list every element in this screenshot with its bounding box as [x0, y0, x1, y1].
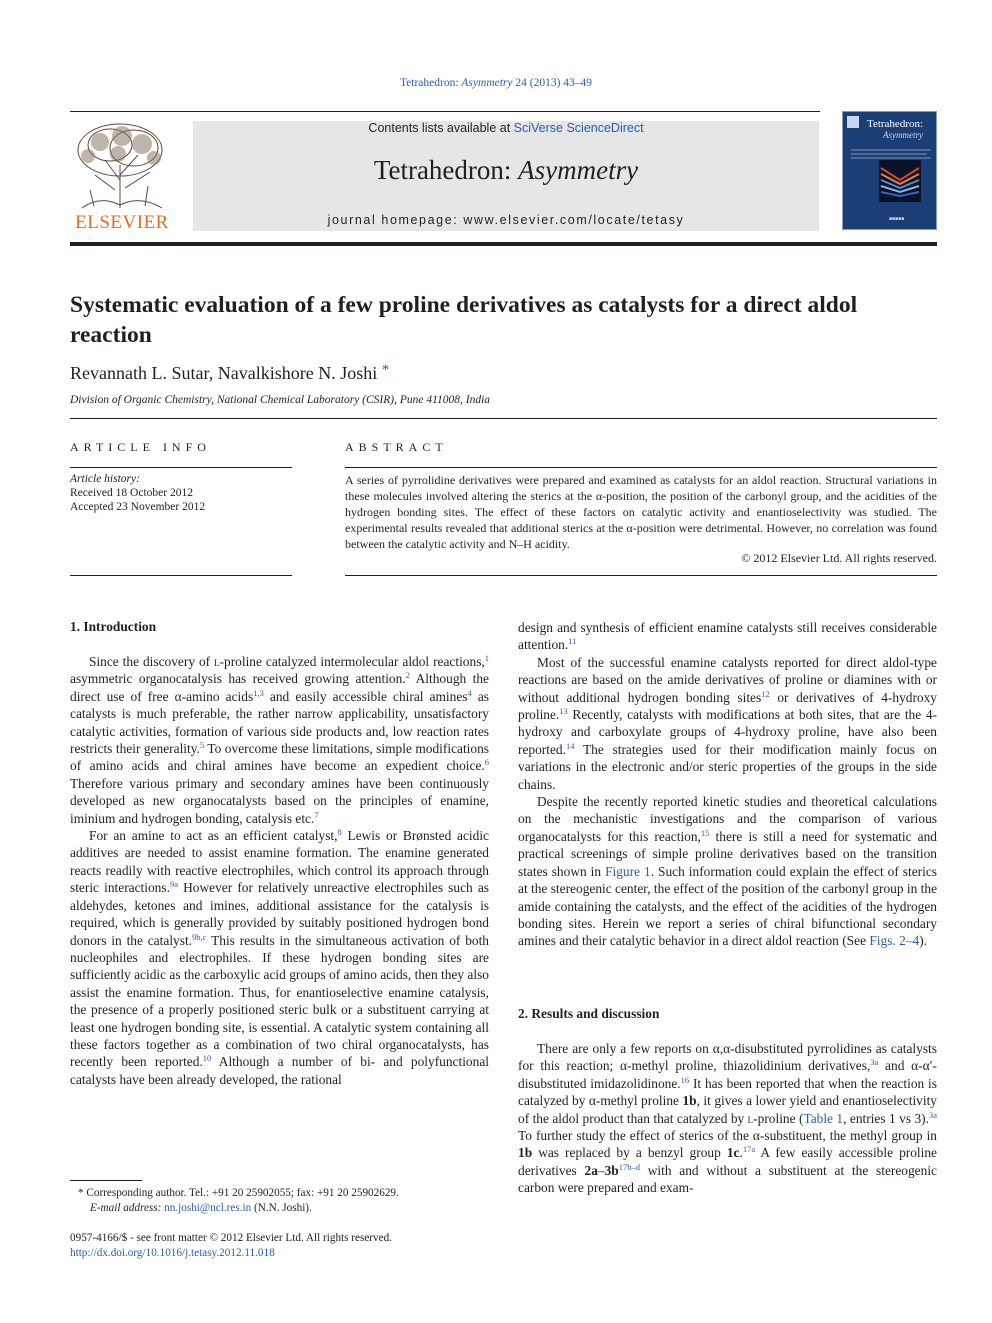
results-body: There are only a few reports on α,α-disubstituted pyrrolidines as catalysts for this reaction; α-methyl proline, thiazolidinium derivatives,$^{3a}$ and α-α′-disubstituted imidazolidinone.$^{16}$ It has been reported that when the reaction is catalyzed by α-methyl proline 1b, it gives a lower yield and enantioselectivity of the aldol product than that catalyzed by l-proline (Table 1, entries 1 vs 3).$^{3a}$ To further study the effect of sterics of the α-substituent, the methyl group in 1b was replaced by a benzyl group 1c.$^{17a}$ A few easily accessible proline derivatives $2a-3b^{17b-d}$ with and without a substituent at the stereogenic carbon were prepared and exam-	[518, 1041, 937, 1196]
introduction-continued: design and synthesis of efficient enamine catalysts still receives considerable attention.$^{11}$ Most of the successful enamine catalysts reported for direct aldol-type reactions are based on the amide derivatives of proline or diamines with or without additional hydrogen bonding sites$^{12}$ or derivatives of 4-hydroxy proline.$^{13}$ Recently, catalysts with modifications at both sites, that are the 4-hydroxy and carboxylate groups of 4-hydroxy proline, have also been reported.$^{14}$ The strategies used for their modification mainly focus on variations in the electronic and/or steric properties of the groups in the side chains. Despite the recently reported kinetic studies and theoretical calculations on the mechanistic investigations and the comparison of various organocatalysts for this reaction,$^{15}$ there is still a need for systematic and practical screenings of simple proline derivatives based on the transition states shown in Figure 1. Such information could explain the effect of sterics at the stereogenic center, the effect of the position of the carbonyl group in the amide containing the catalysts, and the effect of the acidities of the hydrogen bonding sites. Herein we report a series of chiral bifunctional secondary amines and their catalytic behavior in a direct aldol reaction (See Figs. 2–4).	[518, 620, 938, 949]
abstract-bottom-rule	[345, 575, 937, 576]
citation-issue: 24 (2013) 43–49	[515, 77, 593, 89]
cover-seal-icon	[847, 116, 859, 128]
cover-footer-mark: ■■■■■	[889, 216, 905, 222]
corresponding-author-mark[interactable]: *	[381, 362, 390, 378]
journal-citation[interactable]	[0, 77, 992, 89]
introduction-body: Since the discovery of l-proline catalyzed intermolecular aldol reactions,$^1$ asymmetric organocatalysis has received growing attention.$^2$ Although the direct use of free α-amino acids$^{1,3}$ and easily accessible chiral amines$^4$ as catalysts is much preferable, the rather narrow applicability, unsatisfactory catalytic activities, formation of various side products and, low reaction rates restricts their generality.$^5$ To overcome these limitations, simple modifications of amino acids and chiral amines have become an expedient choice.$^6$ Therefore various primary and secondary amines have been continuously developed as new organocatalysts based on the principles of enamine, iminium and hydrogen bonding, catalysis etc.$^7$ For an amine to act as an efficient catalyst,$^8$ Lewis or Brønsted acidic additives are needed to assist enamine formation. The enamine generated reacts readily with reactive electrophiles, which control its approach through steric interactions.$^{9a}$ However for relatively unreactive electrophiles such as aldehydes, ketones and imines, additional assistance for the catalysis is required, which is generally provided by suitably positioned hydrogen bond donors in the catalyst.$^{9b,c}$ This results in the simultaneous activation of both nucleophiles and electrophiles. If these hydrogen bonding sites are sufficiently acidic as the carboxylic acid groups of amino acids, then they also assist the enamine formation. Thus, for enantioselective enamine catalysis, the presence of a properly positioned steric bulk or a substituent carrying at least one hydrogen bonding site, is essential. A catalytic system containing all these factors together as a combination of two chiral organocatalysts, has recently been reported.$^{10}$ Although a number of bi- and polyfunctional catalysts have been already developed, the rational	[70, 653, 490, 1087]
issn-line: 0957-4166/$ - see front matter © 2012 Elsevier Ltd. All rights reserved.	[70, 1232, 392, 1244]
results-heading: 2. Results and discussion	[518, 1006, 660, 1021]
abstract-rule	[345, 467, 937, 468]
footnote-rule	[70, 1180, 142, 1181]
article-title: Systematic evaluation of a few proline derivatives as catalysts for a direct aldol reaction	[70, 292, 858, 348]
abstract-text: A series of pyrrolidine derivatives were prepared and examined as catalysts for an aldol reaction. Structural variations in these molecules involved altering the sterics at the α-position, the position of the carbonyl group, and the acidities of the hydrogen bonding sites. The effect of these factors on catalytic activity and enantioselectivity was studied. The experimental results revealed that additional sterics at the α-position were detrimental. However, no correlation was found between the catalytic activity and N–H acidity.	[345, 473, 937, 551]
abstract-copyright: © 2012 Elsevier Ltd. All rights reserved.	[741, 551, 937, 565]
doi-link[interactable]: http://dx.doi.org/10.1016/j.tetasy.2012.11.018	[70, 1247, 275, 1259]
cover-subtitle: Asymmetry	[883, 130, 923, 140]
accepted-date: Accepted 23 November 2012	[70, 501, 206, 513]
header-rule	[70, 111, 820, 112]
author-list: Revannath L. Sutar, Navalkishore N. Joshi *	[70, 362, 390, 383]
article-info-bottom-rule	[70, 575, 292, 576]
journal-homepage-link[interactable]: journal homepage: www.elsevier.com/locate/tetasy	[327, 213, 685, 227]
corresponding-author-footnote: * Corresponding author. Tel.: +91 20 25902055; fax: +91 20 25902629. E-mail address: nn.joshi@ncl.res.in (N.N. Joshi).	[78, 1187, 399, 1214]
affiliation: Division of Organic Chemistry, National Chemical Laboratory (CSIR), Pune 411008, India	[70, 394, 491, 406]
elsevier-wordmark: ELSEVIER	[75, 212, 169, 233]
author-email-link[interactable]: nn.joshi@ncl.res.in	[164, 1202, 252, 1214]
affiliation-rule	[70, 418, 937, 419]
cover-artwork-icon	[879, 160, 921, 202]
sciencedirect-link[interactable]: SciVerse ScienceDirect	[513, 121, 644, 135]
cover-title: Tetrahedron:	[867, 118, 924, 130]
citation-journal-italic: Asymmetry	[461, 77, 513, 89]
article-info-heading: ARTICLE INFO	[70, 440, 211, 454]
citation-journal: Tetrahedron:	[399, 77, 459, 89]
journal-name: Tetrahedron: Asymmetry	[373, 155, 639, 185]
received-date: Received 18 October 2012	[70, 487, 193, 499]
contents-line: Contents lists available at SciVerse ScienceDirect	[368, 121, 644, 135]
journal-cover-thumbnail	[842, 111, 937, 230]
abstract-heading: ABSTRACT	[345, 440, 448, 454]
article-info-rule	[70, 467, 292, 468]
article-history: Article history: Received 18 October 2012 Accepted 23 November 2012	[70, 473, 206, 513]
introduction-heading: 1. Introduction	[70, 619, 157, 634]
header-thick-rule	[70, 242, 937, 246]
issn-block	[70, 1231, 392, 1261]
